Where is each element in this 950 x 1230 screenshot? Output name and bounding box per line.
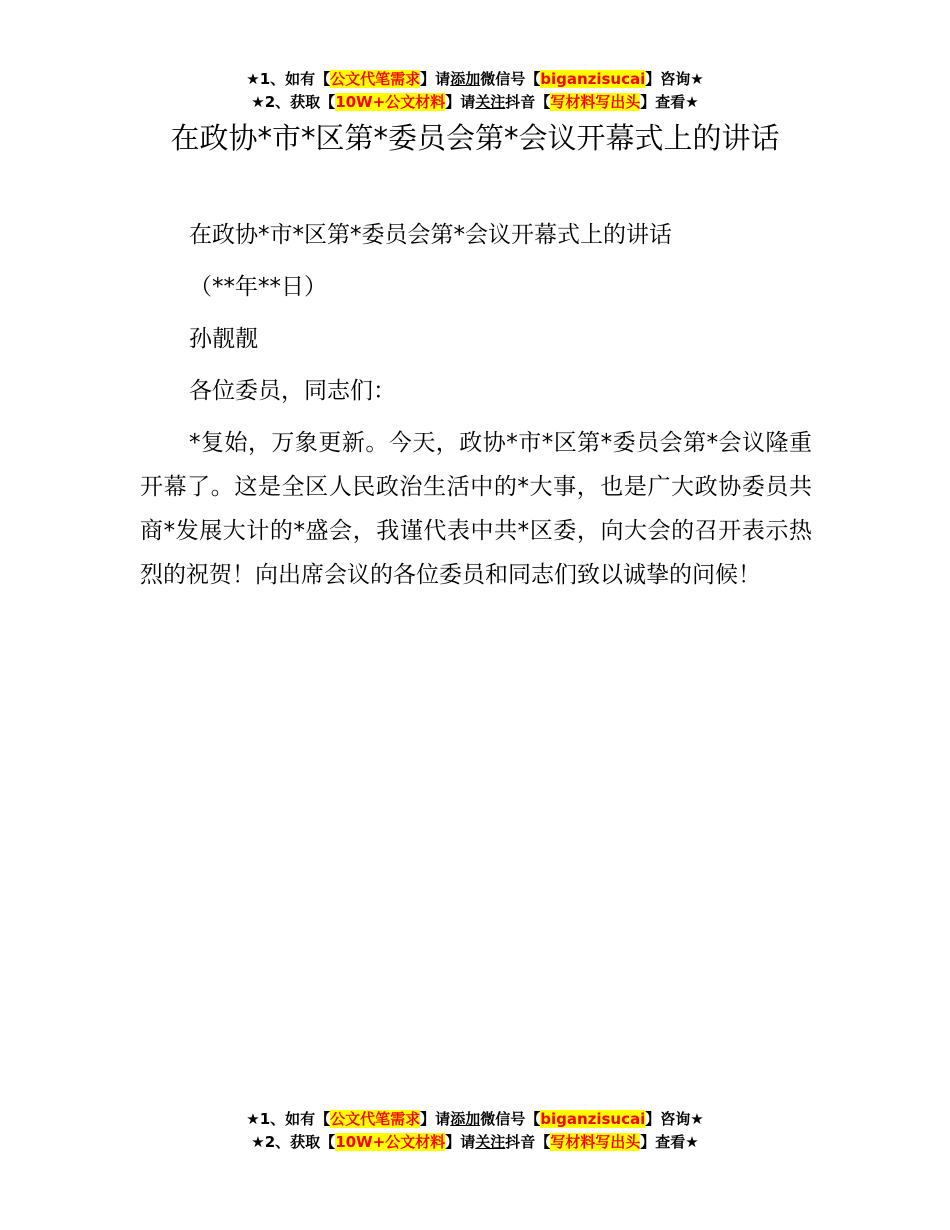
banner-text: 】请 bbox=[420, 70, 451, 88]
banner-text: ★2、获取【 bbox=[251, 93, 336, 111]
header-banner bbox=[0, 68, 950, 114]
banner-highlight-materials: 10W+公文材料 bbox=[335, 93, 446, 111]
banner-underline-add: 添加 bbox=[450, 1110, 481, 1128]
banner-highlight-service: 公文代笔需求 bbox=[330, 70, 421, 88]
banner-line-2 bbox=[0, 1131, 950, 1154]
banner-text: 】查看★ bbox=[640, 1133, 699, 1151]
document-paragraph: *复始，万象更新。今天，政协*市*区第*委员会第*会议隆重开幕了。这是全区人民政治生活中的*大事，也是广大政协委员共商*发展大计的*盛会，我谨代表中共*区委，向大会的召开表示热烈的祝贺！向出席会议的各位委员和同志们致以诚挚的问候！ bbox=[140, 430, 812, 588]
banner-text: 】咨询★ bbox=[645, 70, 704, 88]
banner-text: 微信号【 bbox=[480, 1110, 541, 1128]
document-body bbox=[140, 213, 812, 597]
banner-line-2 bbox=[0, 91, 950, 114]
banner-highlight-materials: 10W+公文材料 bbox=[335, 1133, 446, 1151]
banner-highlight-douyin: 写材料写出头 bbox=[550, 1133, 641, 1151]
banner-text: 抖音【 bbox=[505, 93, 551, 111]
banner-highlight-douyin: 写材料写出头 bbox=[550, 93, 641, 111]
document-title: 在政协*市*区第*委员会第*会议开幕式上的讲话 bbox=[170, 121, 780, 155]
banner-text: 】请 bbox=[445, 1133, 476, 1151]
banner-underline-add: 添加 bbox=[450, 70, 481, 88]
banner-underline-follow: 关注 bbox=[475, 93, 506, 111]
banner-text: 】请 bbox=[445, 93, 476, 111]
banner-text: ★1、如有【 bbox=[246, 70, 331, 88]
banner-highlight-wechat-id: biganzisucai bbox=[540, 70, 646, 88]
document-salutation: 各位委员，同志们： bbox=[189, 378, 396, 404]
banner-text: ★1、如有【 bbox=[246, 1110, 331, 1128]
footer-banner bbox=[0, 1108, 950, 1154]
banner-underline-follow: 关注 bbox=[475, 1133, 506, 1151]
document-date: （**年**日） bbox=[189, 274, 327, 300]
banner-text: 】咨询★ bbox=[645, 1110, 704, 1128]
banner-highlight-service: 公文代笔需求 bbox=[330, 1110, 421, 1128]
banner-line-1 bbox=[0, 68, 950, 91]
banner-text: 】请 bbox=[420, 1110, 451, 1128]
banner-text: 】查看★ bbox=[640, 93, 699, 111]
document-speaker: 孙靓靓 bbox=[189, 326, 258, 352]
banner-text: 微信号【 bbox=[480, 70, 541, 88]
banner-highlight-wechat-id: biganzisucai bbox=[540, 1110, 646, 1128]
banner-line-1 bbox=[0, 1108, 950, 1131]
banner-text: 抖音【 bbox=[505, 1133, 551, 1151]
banner-text: ★2、获取【 bbox=[251, 1133, 336, 1151]
document-subtitle: 在政协*市*区第*委员会第*会议开幕式上的讲话 bbox=[189, 222, 672, 248]
